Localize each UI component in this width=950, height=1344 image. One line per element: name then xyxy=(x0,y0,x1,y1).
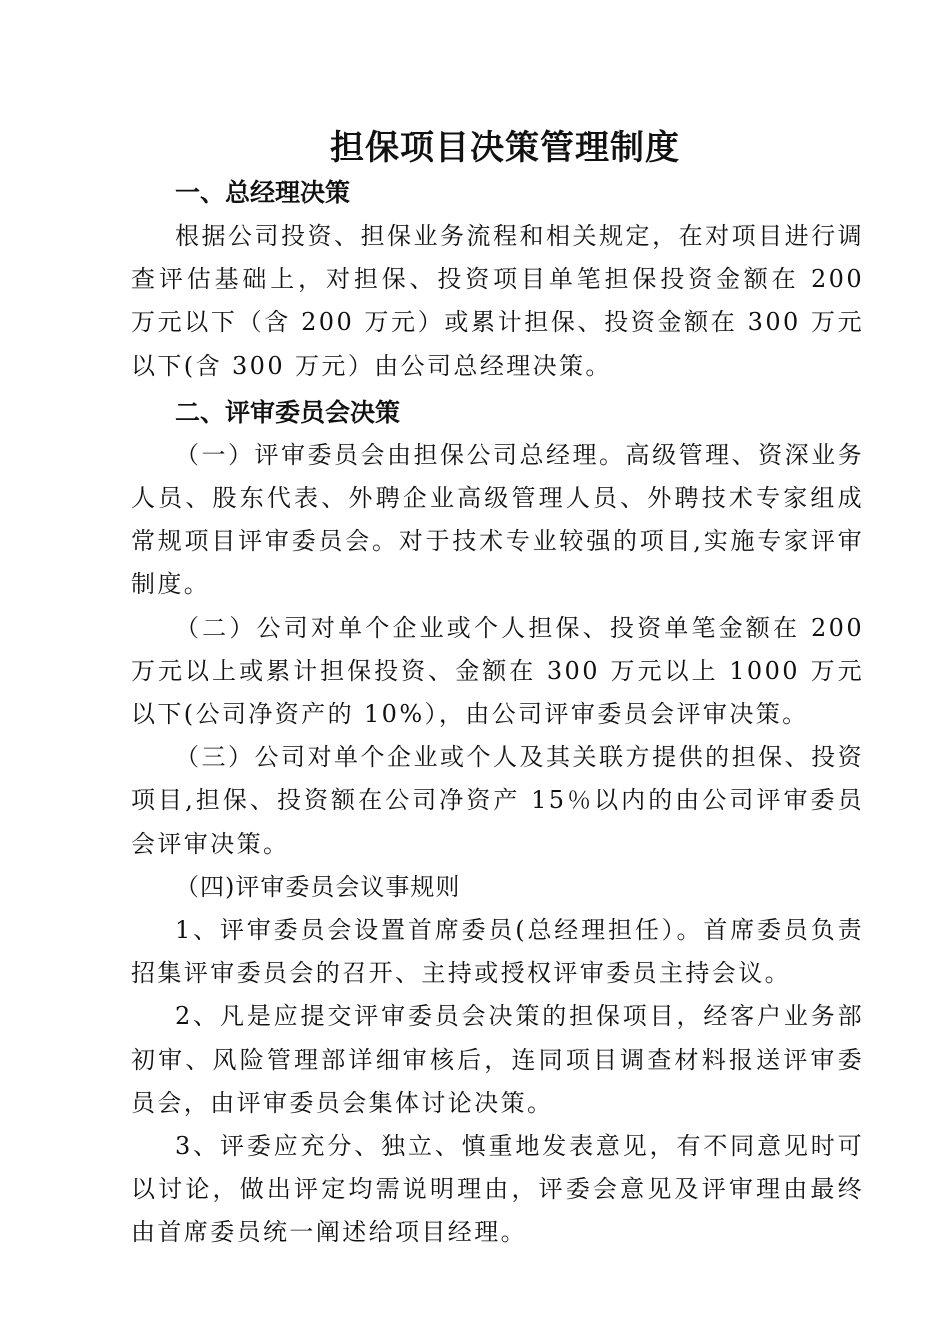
paragraph: 2、凡是应提交评审委员会决策的担保项目，经客户业务部初审、风险管理部详细审核后，连同项目调查材料报送评审委员会，由评审委员会集体讨论决策。 xyxy=(131,1002,864,1117)
paragraph: （二）公司对单个企业或个人担保、投资单笔金额在 200 万元以上或累计担保投资、金额在 300 万元以上 1000 万元以下(公司净资产的 10%），由公司评审委员会评审决策。 xyxy=(131,613,864,729)
paragraph: 3、评委应充分、独立、慎重地发表意见，有不同意见时可以讨论，做出评定均需说明理由，评委会意见及评审理由最终由首席委员统一阐述给项目经理。 xyxy=(131,1132,864,1247)
subheading: （四)评审委员会议事规则 xyxy=(175,872,461,901)
paragraph: （三）公司对单个企业或个人及其关联方提供的担保、投资项目,担保、投资额在公司净资产 15％以内的由公司评审委员会评审决策。 xyxy=(131,743,864,858)
section-heading-1: 一、总经理决策 xyxy=(175,178,351,207)
paragraph: （一）评审委员会由担保公司总经理。高级管理、资深业务人员、股东代表、外聘企业高级管理人员、外聘技术专家组成常规项目评审委员会。对于技术专业较强的项目,实施专家评审制度。 xyxy=(131,440,864,599)
section-heading-2: 二、评审委员会决策 xyxy=(175,397,401,427)
document-title: 担保项目决策管理制度 xyxy=(330,128,680,168)
paragraph: 根据公司投资、担保业务流程和相关规定，在对项目进行调查评估基础上，对担保、投资项目单笔担保投资金额在 200 万元以下（含 200 万元）或累计担保、投资金额在 300 万元以下(含 300 万元）由公司总经理决策。 xyxy=(131,222,864,380)
document-body xyxy=(131,172,864,1255)
paragraph: 1、评审委员会设置首席委员(总经理担任）。首席委员负责招集评审委员会的召开、主持或授权评审委员主持会议。 xyxy=(131,916,864,988)
